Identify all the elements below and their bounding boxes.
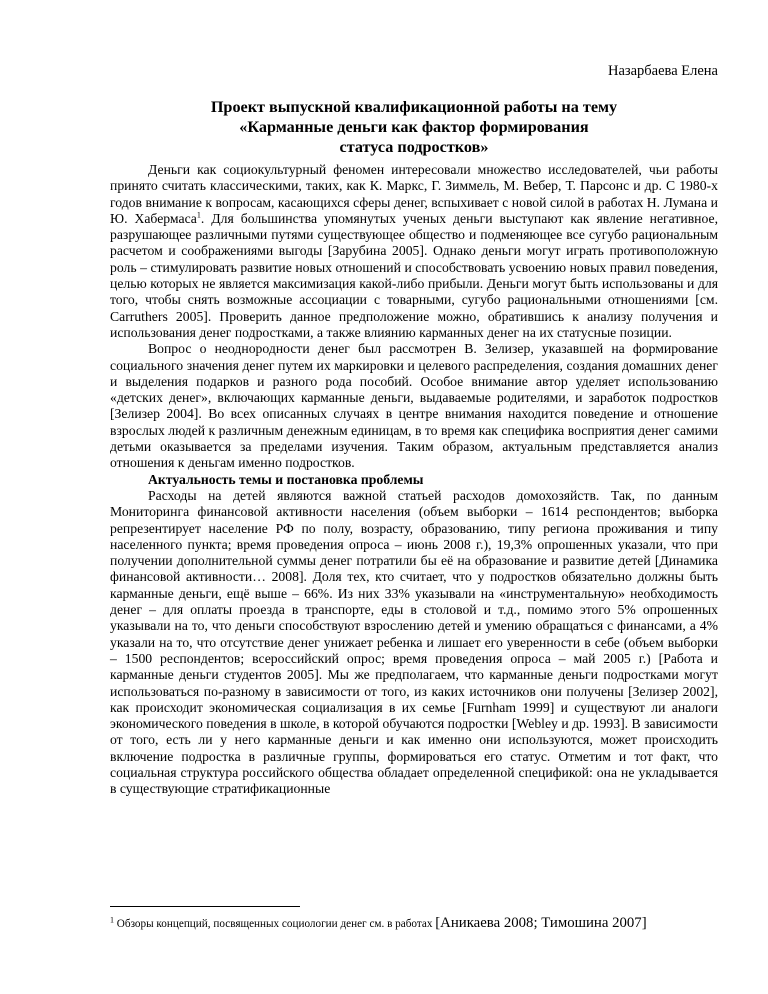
title-line-3: статуса подростков» xyxy=(339,138,489,156)
footnote xyxy=(110,915,718,932)
section-heading: Актуальность темы и постановка проблемы xyxy=(148,471,424,487)
footnote-references: [Аникаева 2008; Тимошина 2007] xyxy=(435,915,647,931)
paragraph-intro xyxy=(110,162,718,341)
paragraph-intro-part-1: Деньги как социокультурный феномен интересовали множество исследователей, чьи работы принято считать классическими, таких, как К. Маркс, Г. Зиммель, М. Вебер, Т. Парсонс и др. С 1980-х годов внимание к вопросам, касающихся сферы денег, вспыхивает с новой силой в работах Н. Лумана и Ю. Хабермаса xyxy=(110,162,718,226)
document-title xyxy=(110,97,718,157)
title-line-2: «Карманные деньги как фактор формирования xyxy=(239,118,589,136)
paragraph-zelizer: Вопрос о неоднородности денег был рассмотрен В. Зелизер, указавшей на формирование социального значения денег путем их маркировки и целевого распределения, создания домашних денег и выделения подарков и разного рода пособий. Особое внимание автор уделяет использованию «детских денег», включающих карманные деньги, выдаваемые родителями, и заработок подростков [Зелизер 2004]. Во всех описанных случаях в центре внимания находится поведение и отношение взрослых людей к различным денежным единицам, в то время как специфика восприятия денег самими детьми оказывается за пределами изучения. Таким образом, актуальным представляется анализ отношения к деньгам именно подростков. xyxy=(110,341,718,471)
title-line-1: Проект выпускной квалификационной работы на тему xyxy=(210,98,618,116)
footnote-reference: 1 xyxy=(196,210,201,220)
paragraph-relevance: Расходы на детей являются важной статьей расходов домохозяйств. Так, по данным Мониторинга финансовой активности населения (объем выборки – 1614 респондентов; выборка репрезентирует население РФ по полу, возрасту, образованию, типу региона проживания и типу населенного пункта; время проведения опроса – июнь 2008 г.), 19,3% опрошенных указали, что при получении дополнительной суммы денег потратили бы её на образование и развитие детей [Динамика финансовой активности… 2008]. Доля тех, кто считает, что у подростков обязательно должны быть карманные деньги, ещё выше – 66%. Из них 33% указывали на «инструментальную» необходимость денег – для оплаты проезда в транспорте, еды в столовой и т.д., помимо этого 5% опрошенных указывали на то, что деньги способствуют взрослению детей и умению обращаться с финансами, а 4% указали на то, что отсутствие денег унижает ребенка и лишает его уверенности в себе (объем выборки – 1500 респондентов; всероссийский опрос; время проведения опроса – май 2005 г.) [Работа и карманные деньги студентов 2005]. Мы же предполагаем, что карманные деньги подростками могут использоваться по-разному в зависимости от того, из каких источников они получены [Зелизер 2002], как происходит экономическая социализация в их семье [Furnham 1999] и существуют ли аналоги экономического поведения в школе, в которой обучаются подростки [Webley и др. 1993]. В зависимости от того, есть ли у него карманные деньги и как именно они используются, может происходить включение подростка в различные группы, формироваться его статус. Отметим и тот факт, что социальная структура российского общества обладает определенной спецификой: она не укладывается в существующие стратификационные xyxy=(110,487,718,797)
footnote-mark: 1 xyxy=(110,915,114,925)
author-name: Назарбаева Елена xyxy=(607,63,718,79)
document-body xyxy=(110,162,718,798)
footnote-text: Обзоры концепций, посвященных социологии денег см. в работах xyxy=(114,918,436,930)
paragraph-intro-part-2: . Для большинства упомянутых ученых деньги выступают как явление негативное, разрушающее различными путями существующее общество и подменяющее все сугубо рациональным расчетом и соображениями выгоды [Зарубина 2005]. Однако деньги могут играть противоположную роль – стимулировать развитие новых отношений и способствовать усвоению новых правил поведения, целью которых не является максимизация какой-либо прибыли. Деньги могут быть использованы и для того, чтобы снять возможные ассоциации с товарными, сугубо рациональными отношениями [см. Carruthers 2005]. Проверить данное предположение можно, обратившись к анализу получения и использования денег подростками, а также влиянию карманных денег на их статусные позиции. xyxy=(110,210,718,340)
footnote-divider xyxy=(110,906,300,907)
